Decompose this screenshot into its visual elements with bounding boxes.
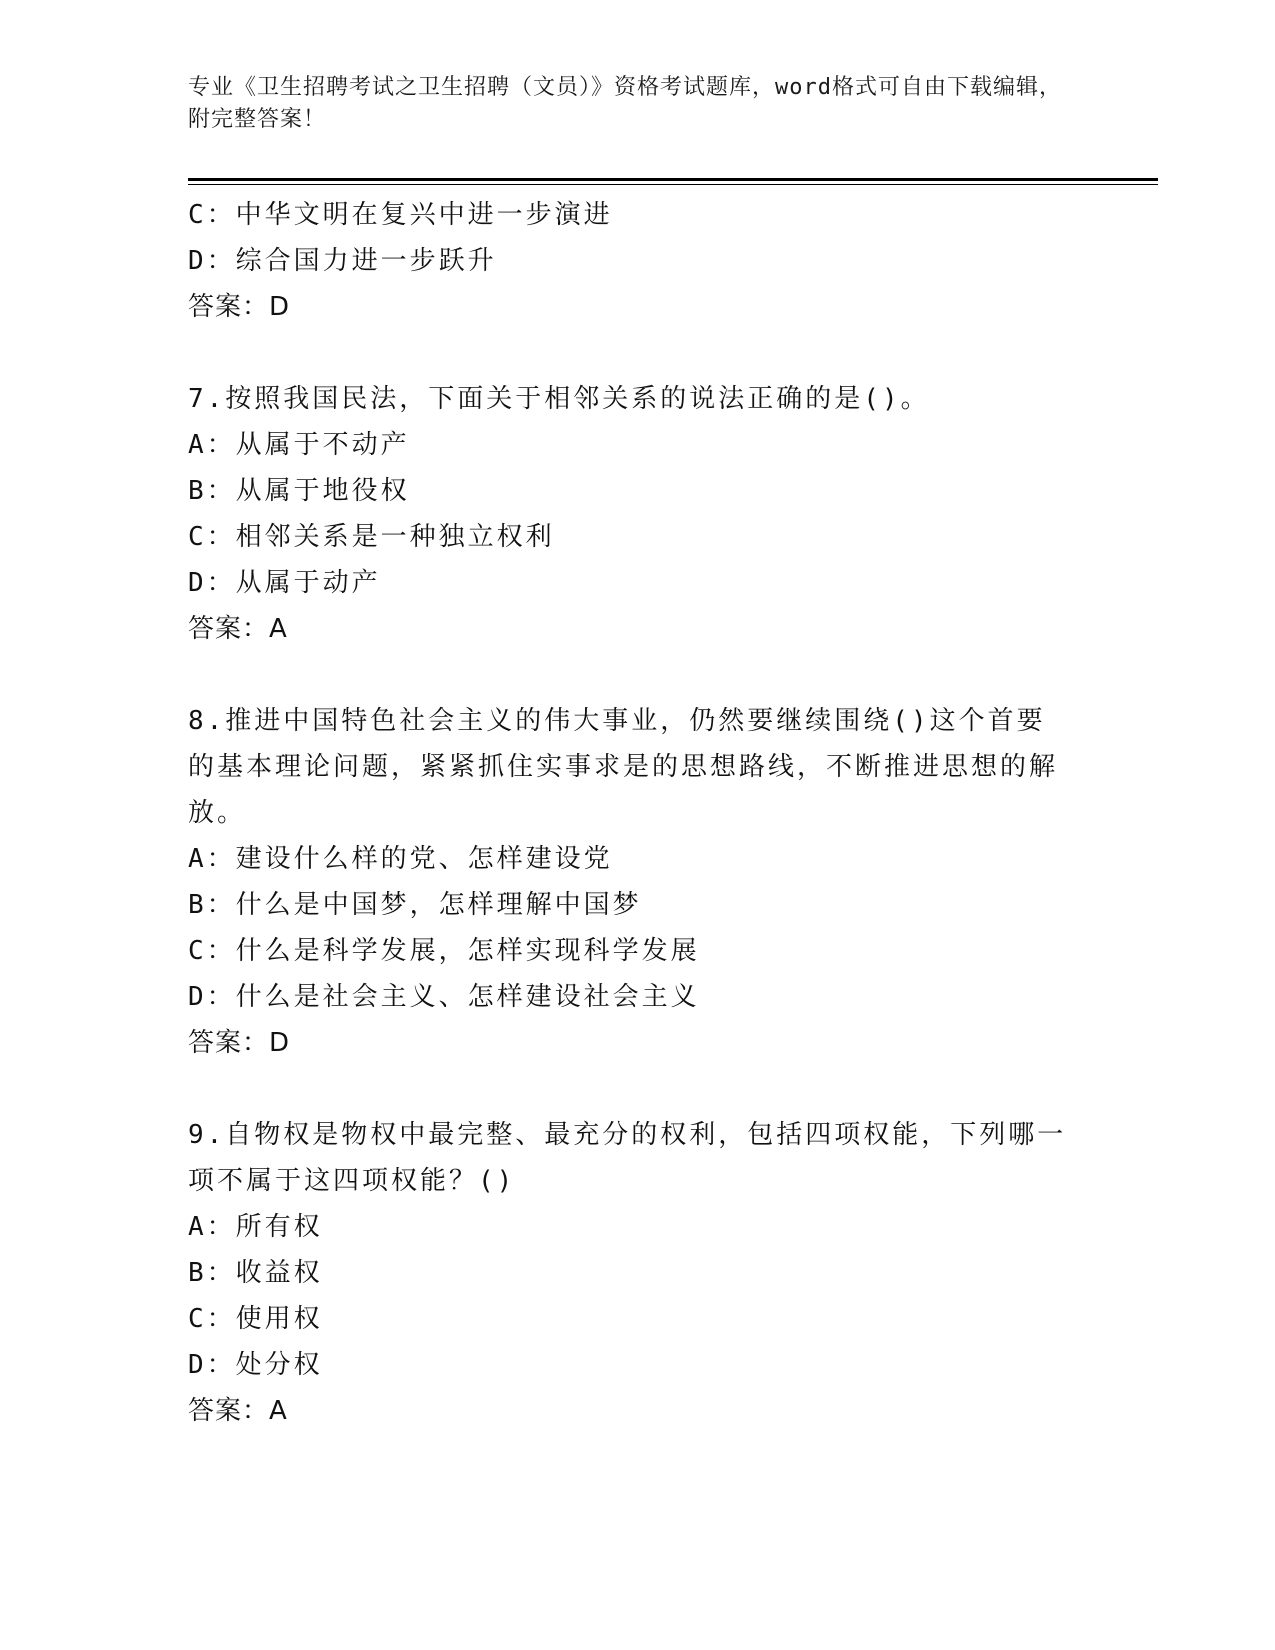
- option-b: B：什么是中国梦，怎样理解中国梦: [188, 890, 642, 920]
- option-d: D：从属于动产: [188, 568, 381, 598]
- option-a: A：从属于不动产: [188, 430, 410, 460]
- question-9: [188, 1112, 1068, 1434]
- option-c: C：中华文明在复兴中进一步演进: [188, 200, 613, 230]
- question-stem: 9.自物权是物权中最完整、最充分的权利，包括四项权能，下列哪一项不属于这四项权能？(): [188, 1120, 1067, 1196]
- option-c: C：使用权: [188, 1304, 323, 1334]
- answer-line: 答案：A: [188, 1396, 288, 1426]
- header-divider-thick: [188, 178, 1158, 181]
- question-7: [188, 376, 1068, 652]
- option-c: C：什么是科学发展，怎样实现科学发展: [188, 936, 700, 966]
- question-stem: 8.推进中国特色社会主义的伟大事业，仍然要继续围绕()这个首要的基本理论问题，紧紧抓住实事求是的思想路线，不断推进思想的解放。: [188, 706, 1059, 828]
- prev-question-block: [188, 192, 1068, 330]
- question-list: [188, 192, 1068, 1434]
- header-divider-thin: [188, 184, 1158, 185]
- question-stem: 7.按照我国民法，下面关于相邻关系的说法正确的是()。: [188, 384, 930, 414]
- option-b: B：从属于地役权: [188, 476, 410, 506]
- option-b: B：收益权: [188, 1258, 323, 1288]
- answer-line: 答案：D: [188, 292, 291, 322]
- option-d: D：综合国力进一步跃升: [188, 246, 497, 276]
- document-header: 专业《卫生招聘考试之卫生招聘（文员）》资格考试题库，word格式可自由下载编辑，附完整答案！: [188, 75, 1062, 132]
- option-c: C：相邻关系是一种独立权利: [188, 522, 555, 552]
- option-a: A：所有权: [188, 1212, 323, 1242]
- answer-line: 答案：D: [188, 1028, 291, 1058]
- answer-line: 答案：A: [188, 614, 288, 644]
- option-d: D：处分权: [188, 1350, 323, 1380]
- option-d: D：什么是社会主义、怎样建设社会主义: [188, 982, 700, 1012]
- question-8: [188, 698, 1068, 1066]
- option-a: A：建设什么样的党、怎样建设党: [188, 844, 613, 874]
